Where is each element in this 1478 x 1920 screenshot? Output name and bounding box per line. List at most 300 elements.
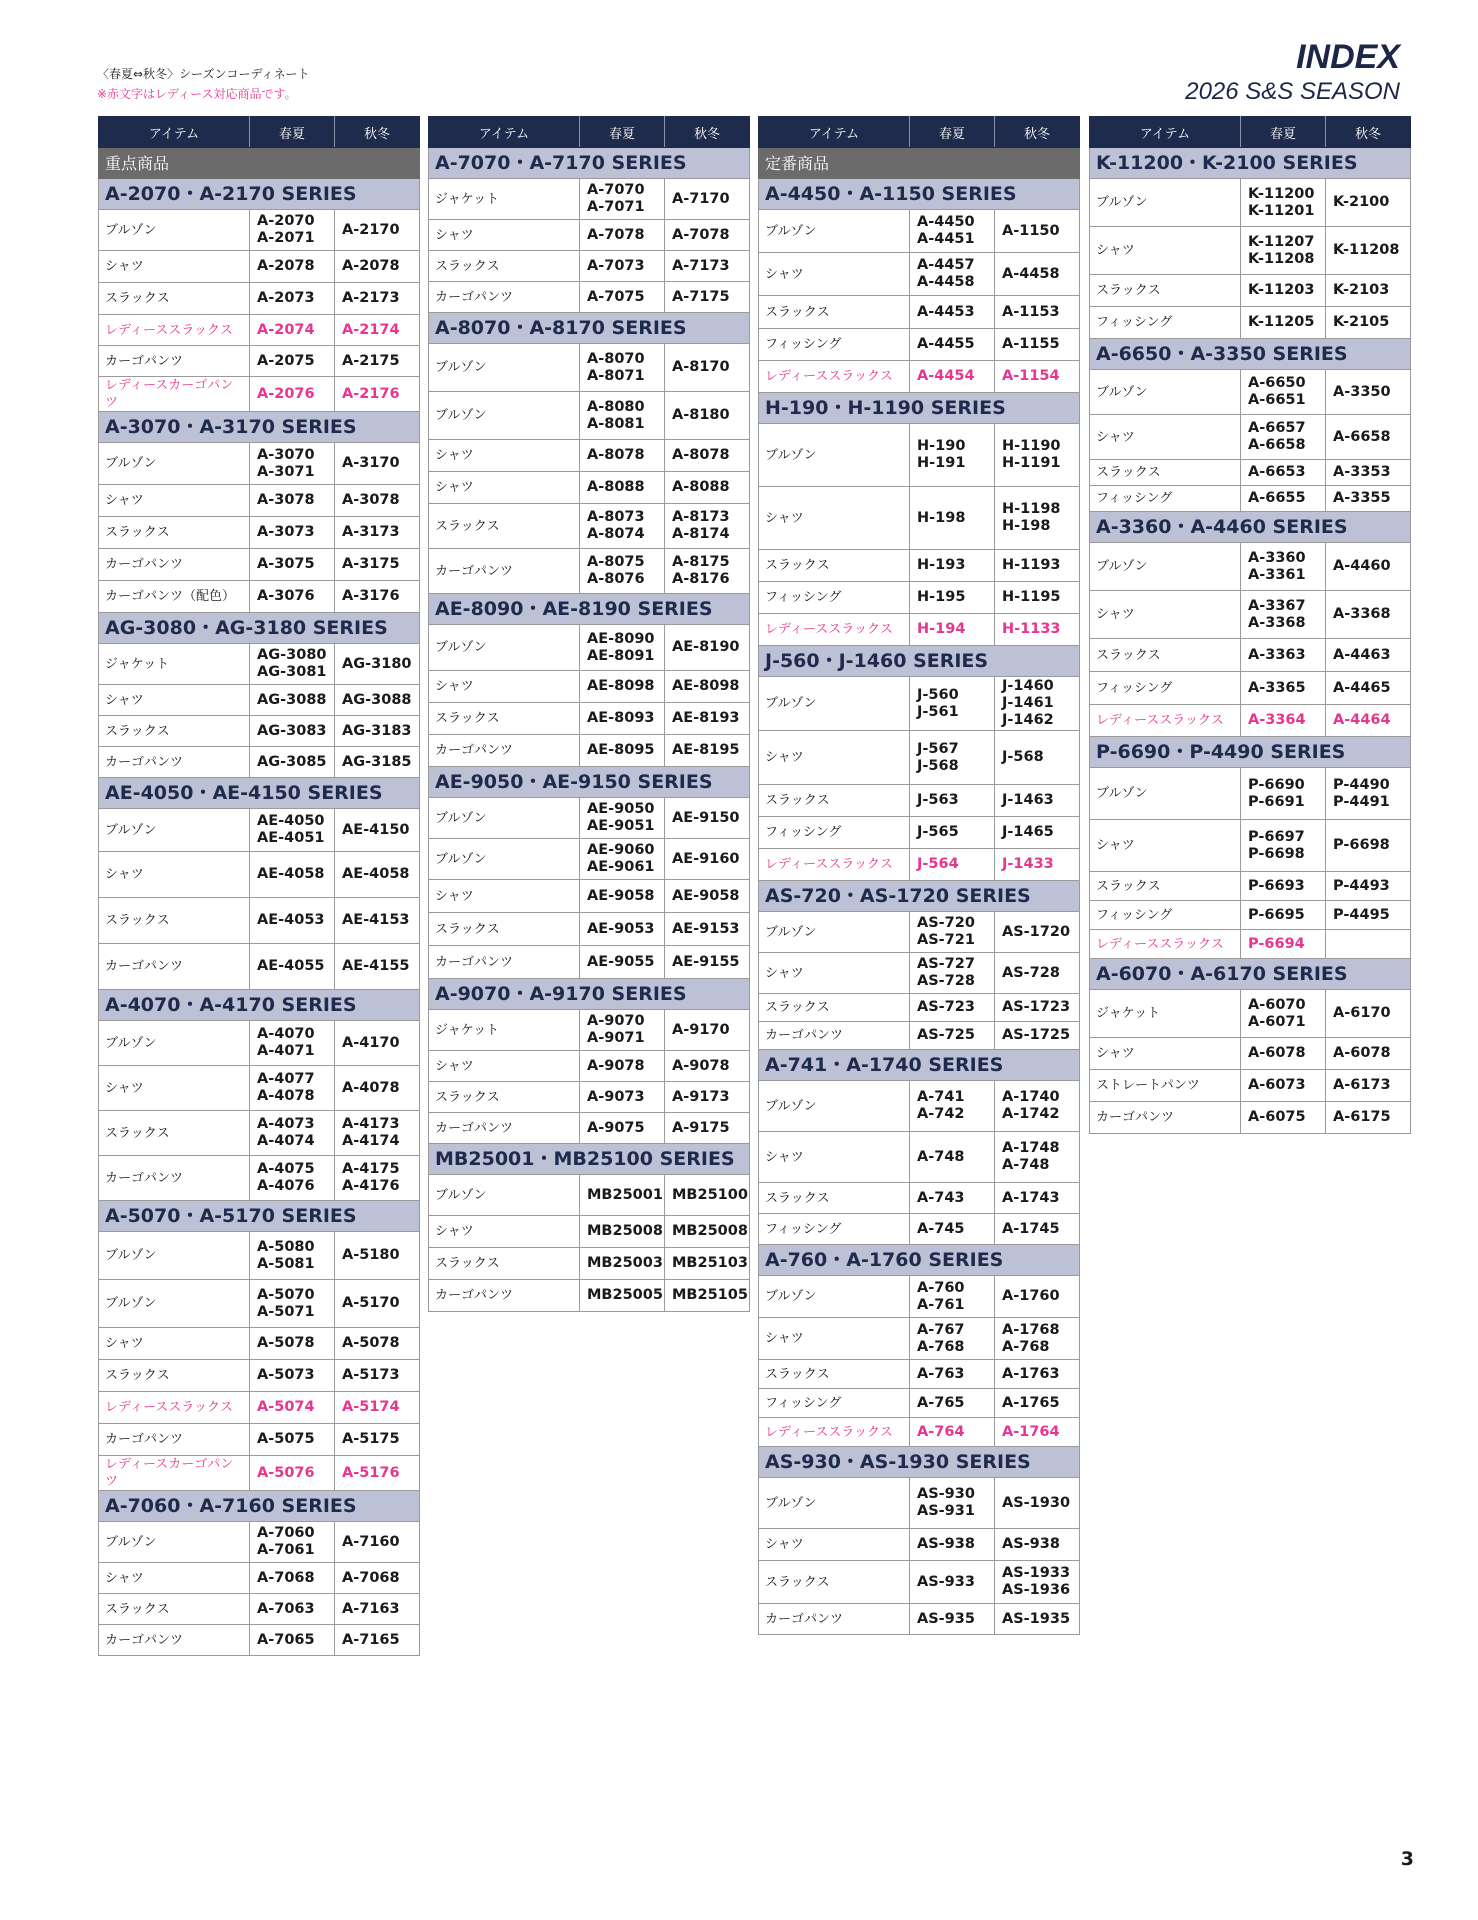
autumn-winter-code: A-5175 bbox=[335, 1424, 420, 1456]
item-cell: シャツ bbox=[1090, 415, 1241, 460]
ladies-red-text-note: ※赤文字はレディース対応商品です。 bbox=[97, 87, 297, 101]
spring-summer-code: A-3365 bbox=[1241, 672, 1326, 705]
table-row bbox=[99, 251, 420, 283]
autumn-winter-code: MB25105 bbox=[665, 1280, 750, 1312]
index-column-3 bbox=[758, 116, 1079, 1635]
item-cell: スラックス bbox=[759, 1561, 910, 1604]
autumn-winter-code: AE-4153 bbox=[335, 898, 420, 944]
autumn-winter-code: A-7078 bbox=[665, 220, 750, 251]
item-cell: シャツ bbox=[1090, 591, 1241, 639]
spring-summer-code: AS-720 AS-721 bbox=[910, 912, 995, 953]
autumn-winter-code: A-6175 bbox=[1326, 1102, 1411, 1134]
series-label: MB25001・MB25100 SERIES bbox=[429, 1144, 750, 1175]
season-subtitle: 2026 S&S SEASON bbox=[1185, 78, 1400, 105]
table-row bbox=[759, 817, 1080, 849]
table-row bbox=[1090, 639, 1411, 672]
series-label: AE-4050・AE-4150 SERIES bbox=[99, 778, 420, 809]
spring-summer-code: A-4450 A-4451 bbox=[910, 210, 995, 253]
item-cell: フィッシング bbox=[759, 329, 910, 361]
item-cell: シャツ bbox=[759, 1132, 910, 1183]
item-cell: フィッシング bbox=[759, 817, 910, 849]
table-row bbox=[759, 582, 1080, 614]
index-table bbox=[758, 116, 1080, 1635]
item-cell: ブルゾン bbox=[99, 1280, 250, 1328]
series-label: A-741・A-1740 SERIES bbox=[759, 1050, 1080, 1081]
series-label: P-6690・P-4490 SERIES bbox=[1090, 737, 1411, 768]
series-header bbox=[1090, 148, 1411, 179]
autumn-winter-code: A-3350 bbox=[1326, 370, 1411, 415]
autumn-winter-code: AS-1725 bbox=[995, 1022, 1080, 1050]
spring-summer-code: K-11207 K-11208 bbox=[1241, 227, 1326, 275]
autumn-winter-code: AS-1935 bbox=[995, 1604, 1080, 1635]
table-row bbox=[429, 472, 750, 504]
autumn-winter-code: A-5173 bbox=[335, 1360, 420, 1392]
series-header bbox=[1090, 339, 1411, 370]
item-cell: スラックス bbox=[759, 1360, 910, 1389]
autumn-winter-code: K-2100 bbox=[1326, 179, 1411, 227]
autumn-winter-code: AE-9150 bbox=[665, 798, 750, 839]
series-label: A-3070・A-3170 SERIES bbox=[99, 412, 420, 443]
group-label: 定番商品 bbox=[759, 148, 1080, 179]
autumn-winter-code: A-4458 bbox=[995, 253, 1080, 296]
autumn-winter-code: AE-9160 bbox=[665, 839, 750, 880]
table-row bbox=[759, 912, 1080, 953]
table-row bbox=[429, 1010, 750, 1051]
series-header bbox=[1090, 959, 1411, 990]
item-cell: フィッシング bbox=[759, 1389, 910, 1418]
autumn-winter-code: A-6078 bbox=[1326, 1038, 1411, 1070]
table-row bbox=[429, 179, 750, 220]
item-cell: ブルゾン bbox=[99, 443, 250, 485]
spring-summer-code: MB25001 bbox=[580, 1175, 665, 1216]
autumn-winter-code: P-4490 P-4491 bbox=[1326, 768, 1411, 820]
item-cell: カーゴパンツ bbox=[99, 1156, 250, 1201]
spring-summer-code: P-6695 bbox=[1241, 901, 1326, 930]
table-row bbox=[99, 346, 420, 377]
index-column-1 bbox=[98, 116, 419, 1656]
autumn-winter-code: AE-9058 bbox=[665, 880, 750, 913]
table-row bbox=[1090, 1038, 1411, 1070]
autumn-winter-code: A-1763 bbox=[995, 1360, 1080, 1389]
spring-summer-code: MB25005 bbox=[580, 1280, 665, 1312]
item-cell: ブルゾン bbox=[759, 677, 910, 731]
item-cell: ブルゾン bbox=[759, 1081, 910, 1132]
table-row bbox=[759, 1183, 1080, 1214]
table-row bbox=[759, 677, 1080, 731]
autumn-winter-code: MB25103 bbox=[665, 1248, 750, 1280]
autumn-winter-code: K-2103 bbox=[1326, 275, 1411, 307]
autumn-winter-code: A-5176 bbox=[335, 1456, 420, 1491]
item-cell: シャツ bbox=[759, 1318, 910, 1360]
page-number: 3 bbox=[1400, 1848, 1414, 1870]
spring-summer-code: A-6657 A-6658 bbox=[1241, 415, 1326, 460]
item-cell: ブルゾン bbox=[99, 1522, 250, 1563]
table-row bbox=[1090, 1070, 1411, 1102]
item-cell: シャツ bbox=[99, 1066, 250, 1111]
table-row bbox=[759, 849, 1080, 881]
spring-summer-code: A-5074 bbox=[250, 1392, 335, 1424]
table-row bbox=[1090, 705, 1411, 737]
spring-summer-code: J-560 J-561 bbox=[910, 677, 995, 731]
table-row bbox=[759, 953, 1080, 994]
series-header bbox=[429, 1144, 750, 1175]
item-column-header: アイテム bbox=[759, 117, 910, 148]
table-row bbox=[99, 1066, 420, 1111]
autumn-winter-code: AG-3088 bbox=[335, 685, 420, 716]
table-row bbox=[429, 946, 750, 979]
series-header bbox=[759, 1245, 1080, 1276]
table-row bbox=[759, 731, 1080, 785]
spring-summer-code: H-193 bbox=[910, 550, 995, 582]
table-row bbox=[99, 1328, 420, 1360]
spring-summer-code: AE-8093 bbox=[580, 703, 665, 735]
autumn-winter-code: AS-1933 AS-1936 bbox=[995, 1561, 1080, 1604]
item-cell: カーゴパンツ bbox=[429, 946, 580, 979]
item-cell: シャツ bbox=[99, 685, 250, 716]
series-label: A-8070・A-8170 SERIES bbox=[429, 313, 750, 344]
item-cell: レディーススラックス bbox=[759, 1418, 910, 1447]
series-header bbox=[99, 179, 420, 210]
item-cell: ジャケット bbox=[1090, 990, 1241, 1038]
item-cell: スラックス bbox=[429, 1082, 580, 1113]
autumn-winter-code: J-1465 bbox=[995, 817, 1080, 849]
table-row bbox=[759, 614, 1080, 646]
item-cell: ブルゾン bbox=[429, 798, 580, 839]
table-row bbox=[759, 1276, 1080, 1318]
table-row bbox=[1090, 275, 1411, 307]
autumn-winter-code: AE-8195 bbox=[665, 735, 750, 767]
table-row bbox=[759, 487, 1080, 550]
table-row bbox=[1090, 872, 1411, 901]
table-row bbox=[1090, 370, 1411, 415]
table-row bbox=[1090, 227, 1411, 275]
autumn-winter-code: A-7175 bbox=[665, 282, 750, 313]
item-cell: フィッシング bbox=[1090, 486, 1241, 512]
autumn-winter-code: A-8078 bbox=[665, 440, 750, 472]
autumn-winter-code: A-4460 bbox=[1326, 543, 1411, 591]
item-cell: シャツ bbox=[99, 1563, 250, 1594]
autumn-winter-code: AS-1720 bbox=[995, 912, 1080, 953]
autumn-winter-code: A-9173 bbox=[665, 1082, 750, 1113]
spring-summer-code: A-8078 bbox=[580, 440, 665, 472]
autumn-winter-code: A-1760 bbox=[995, 1276, 1080, 1318]
series-label: J-560・J-1460 SERIES bbox=[759, 646, 1080, 677]
series-header bbox=[429, 767, 750, 798]
spring-summer-code: A-7070 A-7071 bbox=[580, 179, 665, 220]
spring-summer-code: A-4070 A-4071 bbox=[250, 1021, 335, 1066]
table-row bbox=[759, 785, 1080, 817]
table-row bbox=[1090, 990, 1411, 1038]
spring-summer-code: A-3078 bbox=[250, 485, 335, 517]
table-header-row bbox=[1090, 117, 1411, 148]
autumn-winter-code: A-1768 A-768 bbox=[995, 1318, 1080, 1360]
index-column-4 bbox=[1089, 116, 1410, 1134]
index-column-2 bbox=[428, 116, 749, 1312]
spring-summer-code: AS-935 bbox=[910, 1604, 995, 1635]
item-cell: ブルゾン bbox=[429, 839, 580, 880]
autumn-winter-code: H-1195 bbox=[995, 582, 1080, 614]
series-header bbox=[99, 1201, 420, 1232]
table-row bbox=[429, 1175, 750, 1216]
spring-summer-code: AG-3080 AG-3081 bbox=[250, 644, 335, 685]
spring-summer-code: AG-3088 bbox=[250, 685, 335, 716]
spring-summer-code: A-5075 bbox=[250, 1424, 335, 1456]
item-cell: フィッシング bbox=[1090, 901, 1241, 930]
table-row bbox=[759, 329, 1080, 361]
table-row bbox=[99, 1456, 420, 1491]
item-cell: スラックス bbox=[759, 296, 910, 329]
autumn-winter-code: A-7173 bbox=[665, 251, 750, 282]
table-row bbox=[99, 377, 420, 412]
table-row bbox=[99, 581, 420, 613]
autumn-winter-code: AS-728 bbox=[995, 953, 1080, 994]
series-header bbox=[759, 179, 1080, 210]
spring-summer-code: MB25008 bbox=[580, 1216, 665, 1248]
item-cell: カーゴパンツ（配色） bbox=[99, 581, 250, 613]
item-cell: カーゴパンツ bbox=[429, 1113, 580, 1144]
item-cell: スラックス bbox=[99, 1360, 250, 1392]
table-row bbox=[759, 1081, 1080, 1132]
item-cell: シャツ bbox=[429, 1216, 580, 1248]
spring-summer-code: A-4457 A-4458 bbox=[910, 253, 995, 296]
table-row bbox=[99, 685, 420, 716]
table-row bbox=[759, 994, 1080, 1022]
table-row bbox=[429, 671, 750, 703]
series-header bbox=[759, 881, 1080, 912]
item-column-header: アイテム bbox=[429, 117, 580, 148]
series-header bbox=[99, 990, 420, 1021]
item-cell: カーゴパンツ bbox=[1090, 1102, 1241, 1134]
spring-summer-code: A-4455 bbox=[910, 329, 995, 361]
item-cell: スラックス bbox=[99, 898, 250, 944]
table-row bbox=[99, 1424, 420, 1456]
series-label: AS-720・AS-1720 SERIES bbox=[759, 881, 1080, 912]
autumn-winter-code: A-7160 bbox=[335, 1522, 420, 1563]
autumn-winter-code: AE-4150 bbox=[335, 809, 420, 852]
series-label: A-9070・A-9170 SERIES bbox=[429, 979, 750, 1010]
spring-summer-code: A-764 bbox=[910, 1418, 995, 1447]
item-cell: スラックス bbox=[1090, 639, 1241, 672]
index-table bbox=[428, 116, 750, 1312]
spring-summer-code: H-195 bbox=[910, 582, 995, 614]
spring-summer-code: AS-933 bbox=[910, 1561, 995, 1604]
autumn-winter-code: A-3173 bbox=[335, 517, 420, 549]
table-row bbox=[99, 1360, 420, 1392]
autumn-winter-code: A-7163 bbox=[335, 1594, 420, 1625]
item-cell: ブルゾン bbox=[429, 625, 580, 671]
series-header bbox=[429, 979, 750, 1010]
autumn-winter-code: A-4464 bbox=[1326, 705, 1411, 737]
spring-summer-code: A-5078 bbox=[250, 1328, 335, 1360]
item-cell: ストレートパンツ bbox=[1090, 1070, 1241, 1102]
table-row bbox=[759, 1529, 1080, 1561]
table-row bbox=[429, 735, 750, 767]
table-row bbox=[759, 253, 1080, 296]
item-cell: ブルゾン bbox=[759, 424, 910, 487]
spring-summer-code: AS-727 AS-728 bbox=[910, 953, 995, 994]
table-row bbox=[759, 1561, 1080, 1604]
spring-summer-code: A-2076 bbox=[250, 377, 335, 412]
autumn-winter-code: A-2170 bbox=[335, 210, 420, 251]
item-cell: カーゴパンツ bbox=[99, 549, 250, 581]
item-cell: レディースカーゴパンツ bbox=[99, 377, 250, 412]
spring-summer-code: J-567 J-568 bbox=[910, 731, 995, 785]
item-cell: フィッシング bbox=[759, 582, 910, 614]
table-row bbox=[99, 1625, 420, 1656]
group-header bbox=[759, 148, 1080, 179]
item-cell: シャツ bbox=[99, 852, 250, 898]
autumn-winter-code: AG-3183 bbox=[335, 716, 420, 747]
table-row bbox=[429, 839, 750, 880]
item-cell: カーゴパンツ bbox=[99, 346, 250, 377]
item-cell: レディーススラックス bbox=[1090, 930, 1241, 959]
spring-summer-code: A-745 bbox=[910, 1214, 995, 1245]
series-label: A-2070・A-2170 SERIES bbox=[99, 179, 420, 210]
item-cell: ブルゾン bbox=[99, 210, 250, 251]
table-row bbox=[759, 1418, 1080, 1447]
table-row bbox=[99, 1156, 420, 1201]
item-column-header: アイテム bbox=[99, 117, 250, 148]
table-row bbox=[99, 549, 420, 581]
item-cell: カーゴパンツ bbox=[429, 735, 580, 767]
table-row bbox=[759, 1214, 1080, 1245]
table-row bbox=[99, 1594, 420, 1625]
spring-summer-code: AE-9055 bbox=[580, 946, 665, 979]
item-cell: シャツ bbox=[759, 953, 910, 994]
spring-summer-code: A-4073 A-4074 bbox=[250, 1111, 335, 1156]
spring-summer-code: A-4075 A-4076 bbox=[250, 1156, 335, 1201]
spring-summer-code: A-9070 A-9071 bbox=[580, 1010, 665, 1051]
autumn-winter-code: A-2174 bbox=[335, 315, 420, 346]
item-cell: フィッシング bbox=[1090, 307, 1241, 339]
table-row bbox=[99, 315, 420, 346]
spring-summer-code: A-8080 A-8081 bbox=[580, 392, 665, 440]
spring-summer-code: A-3075 bbox=[250, 549, 335, 581]
spring-summer-code: AE-8090 AE-8091 bbox=[580, 625, 665, 671]
table-row bbox=[759, 210, 1080, 253]
table-row bbox=[759, 550, 1080, 582]
autumn-winter-code: MB25008 bbox=[665, 1216, 750, 1248]
spring-summer-code: P-6690 P-6691 bbox=[1241, 768, 1326, 820]
item-cell: スラックス bbox=[99, 283, 250, 315]
series-label: H-190・H-1190 SERIES bbox=[759, 393, 1080, 424]
spring-summer-code: H-198 bbox=[910, 487, 995, 550]
series-label: AG-3080・AG-3180 SERIES bbox=[99, 613, 420, 644]
item-cell: シャツ bbox=[429, 671, 580, 703]
item-cell: シャツ bbox=[759, 731, 910, 785]
spring-summer-code: A-8088 bbox=[580, 472, 665, 504]
spring-summer-code: A-741 A-742 bbox=[910, 1081, 995, 1132]
spring-summer-column-header: 春夏 bbox=[580, 117, 665, 148]
item-cell: シャツ bbox=[99, 1328, 250, 1360]
autumn-winter-code: A-7170 bbox=[665, 179, 750, 220]
spring-summer-code: A-767 A-768 bbox=[910, 1318, 995, 1360]
item-cell: カーゴパンツ bbox=[99, 944, 250, 990]
spring-summer-code: P-6697 P-6698 bbox=[1241, 820, 1326, 872]
spring-summer-code: A-3070 A-3071 bbox=[250, 443, 335, 485]
spring-summer-code: A-6650 A-6651 bbox=[1241, 370, 1326, 415]
item-cell: レディースカーゴパンツ bbox=[99, 1456, 250, 1491]
spring-summer-code: A-6073 bbox=[1241, 1070, 1326, 1102]
item-cell: スラックス bbox=[1090, 460, 1241, 486]
item-cell: ジャケット bbox=[429, 179, 580, 220]
item-cell: ブルゾン bbox=[759, 1478, 910, 1529]
spring-summer-code: AE-4055 bbox=[250, 944, 335, 990]
item-column-header: アイテム bbox=[1090, 117, 1241, 148]
table-row bbox=[429, 1248, 750, 1280]
autumn-winter-code: A-4173 A-4174 bbox=[335, 1111, 420, 1156]
autumn-winter-code: AE-8098 bbox=[665, 671, 750, 703]
table-row bbox=[99, 898, 420, 944]
item-cell: シャツ bbox=[1090, 227, 1241, 275]
series-header bbox=[99, 778, 420, 809]
autumn-winter-code: J-568 bbox=[995, 731, 1080, 785]
item-cell: カーゴパンツ bbox=[429, 1280, 580, 1312]
autumn-winter-code: J-1433 bbox=[995, 849, 1080, 881]
item-cell: ブルゾン bbox=[429, 344, 580, 392]
series-label: A-4070・A-4170 SERIES bbox=[99, 990, 420, 1021]
item-cell: ブルゾン bbox=[759, 912, 910, 953]
table-row bbox=[99, 283, 420, 315]
series-label: AE-8090・AE-8190 SERIES bbox=[429, 594, 750, 625]
spring-summer-code: A-7075 bbox=[580, 282, 665, 313]
spring-summer-code: A-2075 bbox=[250, 346, 335, 377]
autumn-winter-code: AE-9153 bbox=[665, 913, 750, 946]
spring-summer-code: A-7068 bbox=[250, 1563, 335, 1594]
autumn-winter-code: A-1150 bbox=[995, 210, 1080, 253]
spring-summer-code: AE-4050 AE-4051 bbox=[250, 809, 335, 852]
autumn-winter-code: A-1745 bbox=[995, 1214, 1080, 1245]
spring-summer-code: P-6693 bbox=[1241, 872, 1326, 901]
autumn-winter-column-header: 秋冬 bbox=[335, 117, 420, 148]
table-row bbox=[99, 944, 420, 990]
autumn-winter-code: A-5078 bbox=[335, 1328, 420, 1360]
spring-summer-code: A-5073 bbox=[250, 1360, 335, 1392]
series-header bbox=[99, 412, 420, 443]
table-row bbox=[759, 1318, 1080, 1360]
autumn-winter-code: AS-1723 bbox=[995, 994, 1080, 1022]
table-row bbox=[99, 1392, 420, 1424]
spring-summer-code: A-3076 bbox=[250, 581, 335, 613]
autumn-winter-code: A-1154 bbox=[995, 361, 1080, 393]
spring-summer-code: A-3073 bbox=[250, 517, 335, 549]
table-row bbox=[1090, 901, 1411, 930]
autumn-winter-code: K-2105 bbox=[1326, 307, 1411, 339]
series-header bbox=[1090, 512, 1411, 543]
spring-summer-code: A-7073 bbox=[580, 251, 665, 282]
table-row bbox=[759, 1478, 1080, 1529]
autumn-winter-code: A-1765 bbox=[995, 1389, 1080, 1418]
item-cell: シャツ bbox=[759, 487, 910, 550]
spring-summer-code: A-9078 bbox=[580, 1051, 665, 1082]
autumn-winter-code: MB25100 bbox=[665, 1175, 750, 1216]
table-row bbox=[99, 644, 420, 685]
spring-summer-code: A-6078 bbox=[1241, 1038, 1326, 1070]
series-label: A-7070・A-7170 SERIES bbox=[429, 148, 750, 179]
autumn-winter-code: A-2078 bbox=[335, 251, 420, 283]
item-cell: フィッシング bbox=[759, 1214, 910, 1245]
item-cell: ブルゾン bbox=[99, 1232, 250, 1280]
spring-summer-code: A-2074 bbox=[250, 315, 335, 346]
autumn-winter-code: A-1153 bbox=[995, 296, 1080, 329]
autumn-winter-code: AG-3180 bbox=[335, 644, 420, 685]
autumn-winter-code: H-1133 bbox=[995, 614, 1080, 646]
spring-summer-code: AG-3085 bbox=[250, 747, 335, 778]
spring-summer-code: A-6075 bbox=[1241, 1102, 1326, 1134]
autumn-winter-code: A-4175 A-4176 bbox=[335, 1156, 420, 1201]
series-label: K-11200・K-2100 SERIES bbox=[1090, 148, 1411, 179]
spring-summer-code: K-11203 bbox=[1241, 275, 1326, 307]
